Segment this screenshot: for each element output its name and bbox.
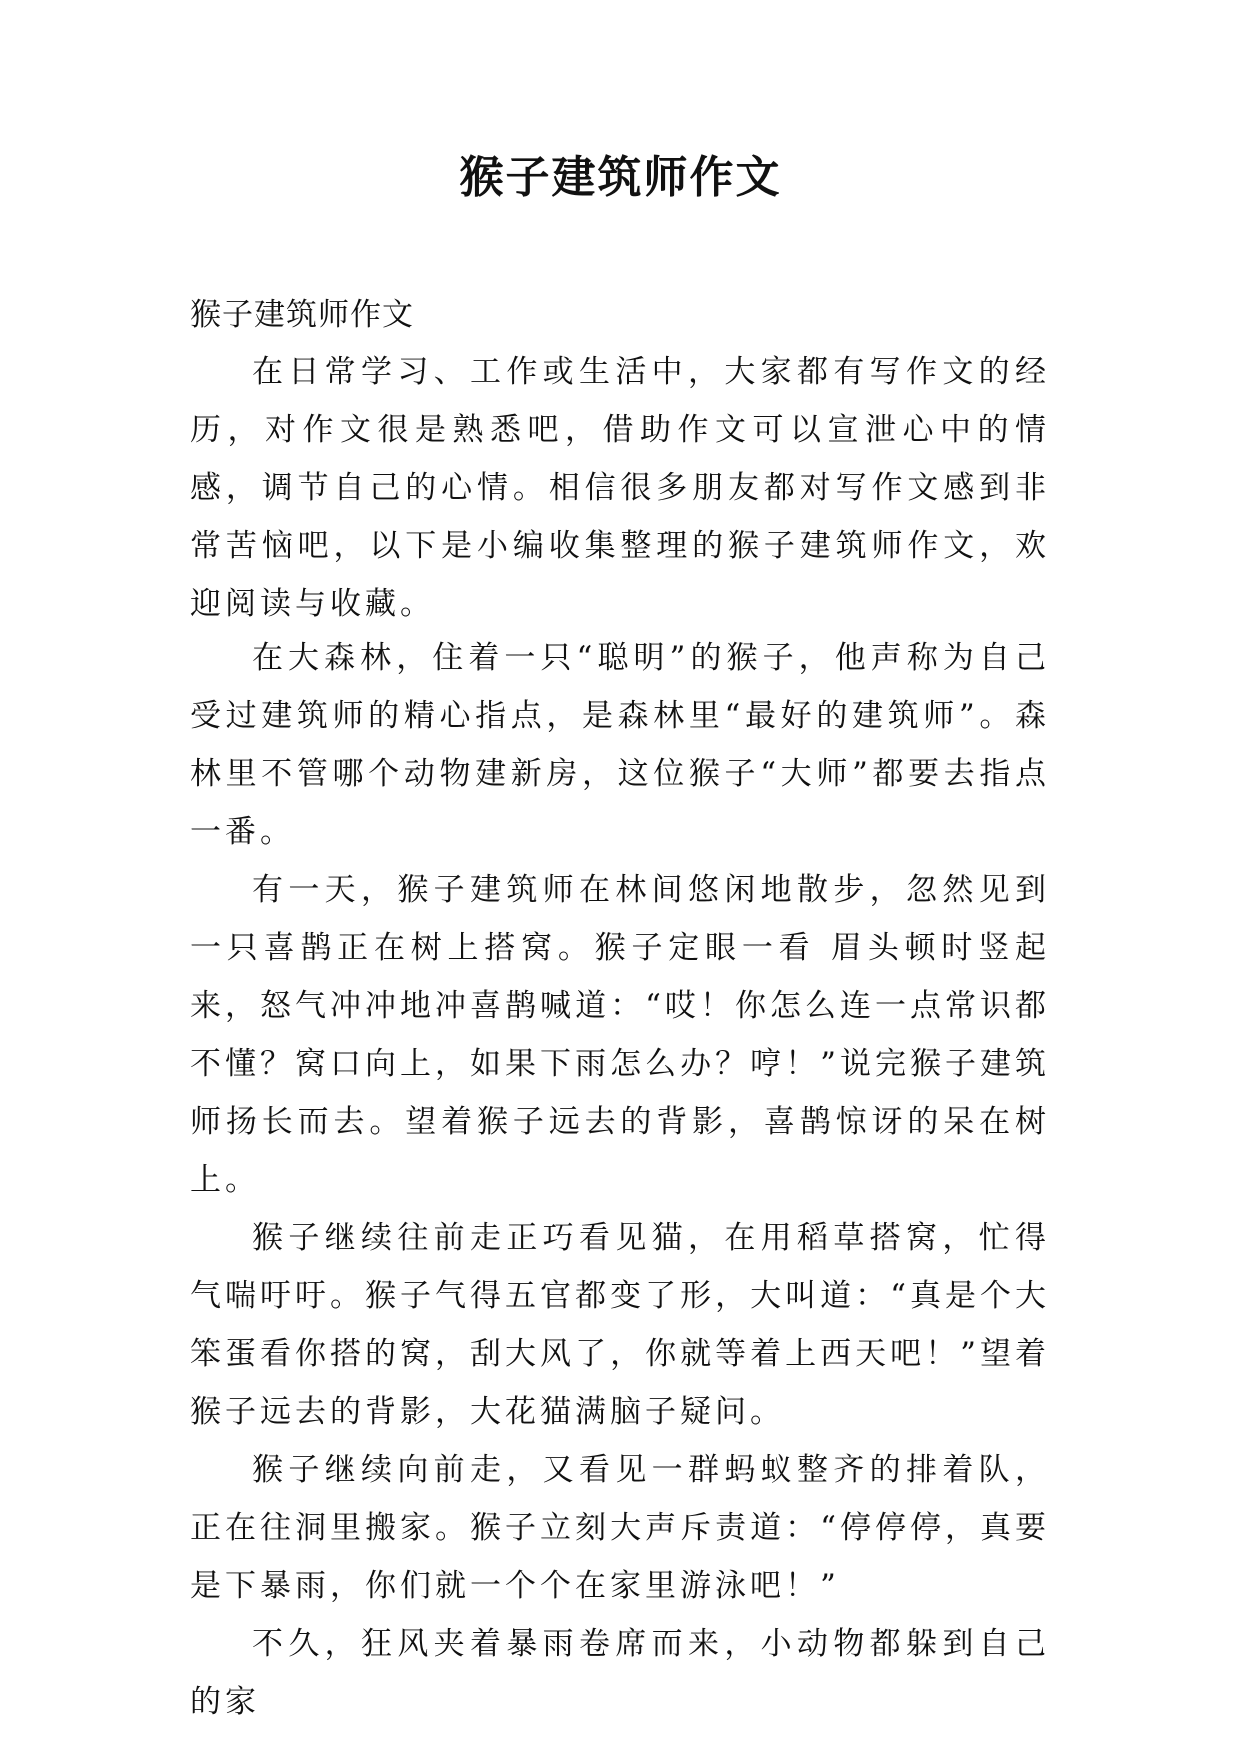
story-paragraph: 在大森林，住着一只“聪明”的猴子，他声称为自己受过建筑师的精心指点，是森林里“最好的建筑师”。森林里不管哪个动物建新房，这位猴子“大师”都要去指点一番。: [190, 640, 1050, 850]
document-title: 猴子建筑师作文: [459, 152, 782, 203]
story-paragraph: 不久，狂风夹着暴雨卷席而来，小动物都躲到自己的家: [190, 1626, 1050, 1720]
story-paragraph: 猴子继续往前走正巧看见猫，在用稻草搭窝，忙得气喘吁吁。猴子气得五官都变了形，大叫道：“真是个大笨蛋看你搭的窝，刮大风了，你就等着上西天吧！”望着猴子远去的背影，大花猫满脑子疑问。: [190, 1220, 1050, 1430]
document-subtitle: 猴子建筑师作文: [190, 297, 414, 333]
story-body: [190, 629, 1050, 1731]
story-paragraph: 猴子继续向前走，又看见一群蚂蚁整齐的排着队，正在往洞里搬家。猴子立刻大声斥责道：“停停停，真要是下暴雨，你们就一个个在家里游泳吧！”: [190, 1452, 1050, 1604]
intro-paragraph: 在日常学习、工作或生活中，大家都有写作文的经历，对作文很是熟悉吧，借助作文可以宣泄心中的情感，调节自己的心情。相信很多朋友都对写作文感到非常苦恼吧，以下是小编收集整理的猴子建筑师作文，欢迎阅读与收藏。: [190, 354, 1050, 622]
story-paragraph: 有一天，猴子建筑师在林间悠闲地散步，忽然见到一只喜鹊正在树上搭窝。猴子定眼一看 眉头顿时竖起来，怒气冲冲地冲喜鹊喊道：“哎！你怎么连一点常识都不懂？窝口向上，如果下雨怎么办？哼！”说完猴子建筑师扬长而去。望着猴子远去的背影，喜鹊惊讶的呆在树上。: [190, 872, 1050, 1198]
